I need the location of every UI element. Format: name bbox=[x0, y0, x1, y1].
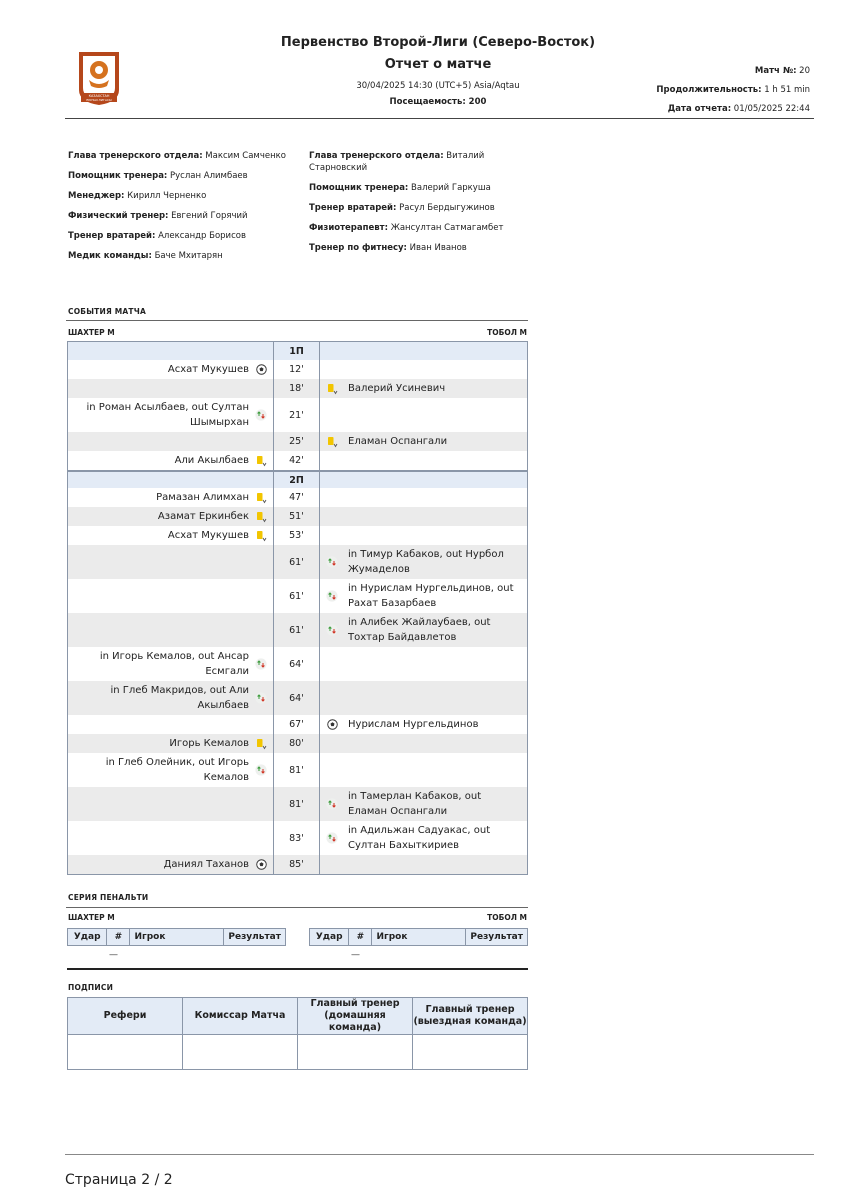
staff-entry bbox=[309, 222, 527, 234]
staff-role: Помощник тренера: bbox=[68, 171, 168, 181]
staff-name: Александр Борисов bbox=[158, 231, 246, 241]
event-minute: 47' bbox=[273, 488, 320, 507]
sig-away-coach-box bbox=[413, 1035, 528, 1070]
staff-role: Медик команды: bbox=[68, 251, 152, 261]
penalties-away-table bbox=[309, 928, 528, 946]
event-row bbox=[68, 451, 527, 470]
sig-referee: Рефери bbox=[68, 998, 183, 1035]
event-away-cell bbox=[320, 855, 527, 874]
event-text: Али Акылбаев bbox=[174, 455, 249, 466]
penalties-away-empty: — bbox=[351, 950, 360, 960]
signatures-table bbox=[67, 997, 528, 1070]
staff-role: Физиотерапевт: bbox=[309, 223, 388, 233]
staff-name: Максим Самченко bbox=[205, 151, 286, 161]
substitution-icon bbox=[255, 658, 267, 670]
period-away-cell bbox=[320, 342, 527, 360]
yellow-card-icon bbox=[326, 436, 338, 448]
event-row bbox=[68, 545, 527, 579]
pen-col-kick: Удар bbox=[68, 929, 107, 946]
staff-name: Иван Иванов bbox=[409, 243, 467, 253]
event-text: in Игорь Кемалов, out Ансар Есмгали bbox=[99, 651, 249, 677]
event-away-cell bbox=[320, 613, 527, 647]
event-text: Игорь Кемалов bbox=[169, 738, 249, 749]
penalties-section-title: СЕРИЯ ПЕНАЛЬТИ bbox=[68, 893, 149, 902]
event-text: Асхат Мукушев bbox=[167, 530, 249, 541]
event-away-cell bbox=[320, 734, 527, 753]
sig-referee-box bbox=[68, 1035, 183, 1070]
staff-name: Расул Бердыгужинов bbox=[399, 203, 495, 213]
period-away-cell bbox=[320, 472, 527, 488]
event-row bbox=[68, 488, 527, 507]
event-text: in Роман Асылбаев, out Султан Шымырхан bbox=[86, 402, 249, 428]
event-row bbox=[68, 398, 527, 432]
event-home-cell bbox=[68, 855, 273, 874]
event-text: in Нурислам Нургельдинов, out Рахат Базарбаев bbox=[348, 583, 514, 609]
event-row bbox=[68, 681, 527, 715]
event-minute: 42' bbox=[273, 451, 320, 470]
event-away-cell bbox=[320, 579, 527, 613]
period-header bbox=[68, 342, 527, 360]
event-row bbox=[68, 715, 527, 734]
event-row bbox=[68, 432, 527, 451]
event-home-cell bbox=[68, 787, 273, 821]
event-text: in Алибек Жайлаубаев, out Тохтар Байдавлетов bbox=[348, 617, 491, 643]
footer-divider bbox=[65, 1154, 814, 1155]
event-text: in Тамерлан Кабаков, out Еламан Оспангали bbox=[348, 791, 482, 817]
staff-role: Помощник тренера: bbox=[309, 183, 409, 193]
event-text: Валерий Усиневич bbox=[348, 383, 446, 394]
event-away-cell bbox=[320, 507, 527, 526]
staff-name: Евгений Горячий bbox=[171, 211, 248, 221]
period-header bbox=[68, 470, 527, 488]
event-away-cell bbox=[320, 681, 527, 715]
page-number: Страница 2 / 2 bbox=[65, 1172, 173, 1188]
event-minute: 25' bbox=[273, 432, 320, 451]
event-minute: 18' bbox=[273, 379, 320, 398]
sig-commissioner-box bbox=[183, 1035, 298, 1070]
event-text: Еламан Оспангали bbox=[348, 436, 448, 447]
sig-away-coach: Главный тренер (выездная команда) bbox=[413, 998, 528, 1035]
event-home-cell bbox=[68, 398, 273, 432]
match-number: Матч №: 20 bbox=[754, 66, 810, 76]
match-duration: Продолжительность: 1 h 51 min bbox=[656, 85, 810, 95]
event-row bbox=[68, 379, 527, 398]
substitution-icon bbox=[326, 556, 338, 568]
signatures-section-title: ПОДПИСИ bbox=[68, 983, 114, 992]
event-home-cell bbox=[68, 379, 273, 398]
event-row bbox=[68, 647, 527, 681]
sig-commissioner: Комиссар Матча bbox=[183, 998, 298, 1035]
period-home-cell bbox=[68, 472, 273, 488]
penalties-home-table bbox=[67, 928, 286, 946]
period-label: 1П bbox=[273, 342, 320, 360]
event-row bbox=[68, 734, 527, 753]
substitution-icon bbox=[326, 590, 338, 602]
events-home-team: ШАХТЕР М bbox=[68, 328, 115, 337]
staff-entry bbox=[309, 182, 527, 194]
event-home-cell bbox=[68, 613, 273, 647]
staff-entry bbox=[309, 202, 527, 214]
pen-col-number: # bbox=[107, 929, 130, 946]
staff-name: Виталий Старновский bbox=[309, 151, 485, 173]
yellow-card-icon bbox=[255, 738, 267, 750]
staff-entry bbox=[68, 250, 298, 262]
staff-role: Тренер по фитнесу: bbox=[309, 243, 407, 253]
substitution-icon bbox=[255, 692, 267, 704]
event-home-cell bbox=[68, 507, 273, 526]
event-away-cell bbox=[320, 488, 527, 507]
event-minute: 61' bbox=[273, 579, 320, 613]
attendance: Посещаемость: 200 bbox=[389, 97, 487, 107]
event-minute: 81' bbox=[273, 753, 320, 787]
staff-role: Глава тренерского отдела: bbox=[68, 151, 203, 161]
report-date: Дата отчета: 01/05/2025 22:44 bbox=[667, 104, 810, 114]
events-away-team: ТОБОЛ М bbox=[487, 328, 527, 337]
event-home-cell bbox=[68, 821, 273, 855]
penalties-divider bbox=[66, 907, 528, 908]
event-home-cell bbox=[68, 451, 273, 470]
event-text: Даниял Таханов bbox=[163, 859, 249, 870]
match-datetime: 30/04/2025 14:30 (UTC+5) Asia/Aqtau bbox=[356, 81, 520, 91]
staff-entry bbox=[68, 230, 298, 242]
event-home-cell bbox=[68, 734, 273, 753]
event-row bbox=[68, 753, 527, 787]
yellow-card-icon bbox=[326, 383, 338, 395]
event-row bbox=[68, 360, 527, 379]
event-away-cell bbox=[320, 715, 527, 734]
event-row bbox=[68, 507, 527, 526]
event-row bbox=[68, 855, 527, 874]
header-divider bbox=[65, 118, 814, 119]
event-text: Нурислам Нургельдинов bbox=[348, 719, 479, 730]
event-away-cell bbox=[320, 379, 527, 398]
staff-entry bbox=[309, 242, 527, 254]
event-home-cell bbox=[68, 488, 273, 507]
staff-name: Руслан Алимбаев bbox=[170, 171, 248, 181]
event-minute: 81' bbox=[273, 787, 320, 821]
event-home-cell bbox=[68, 360, 273, 379]
away-staff-list bbox=[309, 150, 527, 262]
event-minute: 83' bbox=[273, 821, 320, 855]
staff-entry bbox=[68, 210, 298, 222]
event-home-cell bbox=[68, 647, 273, 681]
event-text: Азамат Еркинбек bbox=[157, 511, 249, 522]
penalties-away-team: ТОБОЛ М bbox=[487, 913, 527, 922]
penalties-home-team: ШАХТЕР М bbox=[68, 913, 115, 922]
event-away-cell bbox=[320, 821, 527, 855]
staff-name: Баче Мхитарян bbox=[154, 251, 223, 261]
staff-role: Тренер вратарей: bbox=[309, 203, 397, 213]
substitution-icon bbox=[326, 624, 338, 636]
event-text: Рамазан Алимхан bbox=[156, 492, 249, 503]
event-home-cell bbox=[68, 681, 273, 715]
event-row bbox=[68, 579, 527, 613]
event-row bbox=[68, 821, 527, 855]
event-away-cell bbox=[320, 451, 527, 470]
event-minute: 64' bbox=[273, 681, 320, 715]
staff-role: Глава тренерского отдела: bbox=[309, 151, 444, 161]
staff-entry bbox=[68, 190, 298, 202]
event-away-cell bbox=[320, 526, 527, 545]
event-home-cell bbox=[68, 753, 273, 787]
events-divider bbox=[66, 320, 528, 321]
substitution-icon bbox=[255, 764, 267, 776]
event-home-cell bbox=[68, 432, 273, 451]
staff-entry bbox=[68, 170, 298, 182]
yellow-card-icon bbox=[255, 492, 267, 504]
staff-name: Кирилл Черненко bbox=[127, 191, 207, 201]
staff-role: Менеджер: bbox=[68, 191, 125, 201]
report-header bbox=[238, 34, 638, 108]
event-minute: 67' bbox=[273, 715, 320, 734]
event-minute: 61' bbox=[273, 613, 320, 647]
event-minute: 53' bbox=[273, 526, 320, 545]
league-title: Первенство Второй-Лиги (Северо-Восток) bbox=[280, 35, 596, 50]
event-text: Асхат Мукушев bbox=[167, 364, 249, 375]
svg-text:ЕКІНШІ ЛИГАСЫ: ЕКІНШІ ЛИГАСЫ bbox=[86, 98, 112, 102]
staff-name: Жансултан Сатмагамбет bbox=[390, 223, 504, 233]
event-away-cell bbox=[320, 432, 527, 451]
match-meta bbox=[656, 62, 810, 119]
home-staff-list bbox=[68, 150, 298, 270]
events-table bbox=[67, 341, 528, 875]
yellow-card-icon bbox=[255, 511, 267, 523]
penalties-end-divider bbox=[67, 968, 528, 970]
pen-col-kick: Удар bbox=[310, 929, 349, 946]
event-away-cell bbox=[320, 398, 527, 432]
event-away-cell bbox=[320, 647, 527, 681]
goal-ball-icon bbox=[255, 859, 267, 871]
staff-name: Валерий Гаркуша bbox=[411, 183, 491, 193]
event-home-cell bbox=[68, 545, 273, 579]
pen-col-result: Результат bbox=[224, 929, 286, 946]
event-away-cell bbox=[320, 787, 527, 821]
event-home-cell bbox=[68, 715, 273, 734]
period-home-cell bbox=[68, 342, 273, 360]
event-row bbox=[68, 787, 527, 821]
event-away-cell bbox=[320, 360, 527, 379]
event-minute: 51' bbox=[273, 507, 320, 526]
event-minute: 12' bbox=[273, 360, 320, 379]
substitution-icon bbox=[255, 409, 267, 421]
staff-role: Тренер вратарей: bbox=[68, 231, 156, 241]
pen-col-player: Игрок bbox=[130, 929, 224, 946]
report-title: Отчет о матче bbox=[384, 57, 492, 72]
penalties-home-empty: — bbox=[109, 950, 118, 960]
event-minute: 61' bbox=[273, 545, 320, 579]
yellow-card-icon bbox=[255, 455, 267, 467]
event-text: in Глеб Макридов, out Али Акылбаев bbox=[110, 685, 249, 711]
sig-home-coach: Главный тренер (домашняя команда) bbox=[298, 998, 413, 1035]
period-label: 2П bbox=[273, 472, 320, 488]
sig-home-coach-box bbox=[298, 1035, 413, 1070]
pen-col-number: # bbox=[349, 929, 372, 946]
event-away-cell bbox=[320, 545, 527, 579]
event-row bbox=[68, 526, 527, 545]
staff-entry bbox=[309, 150, 527, 174]
league-logo bbox=[75, 50, 123, 106]
event-minute: 64' bbox=[273, 647, 320, 681]
substitution-icon bbox=[326, 798, 338, 810]
staff-entry bbox=[68, 150, 298, 162]
event-minute: 85' bbox=[273, 855, 320, 874]
pen-col-result: Результат bbox=[466, 929, 528, 946]
substitution-icon bbox=[326, 832, 338, 844]
event-row bbox=[68, 613, 527, 647]
yellow-card-icon bbox=[255, 530, 267, 542]
event-text: in Глеб Олейник, out Игорь Кемалов bbox=[105, 757, 249, 783]
goal-ball-icon bbox=[255, 364, 267, 376]
event-minute: 80' bbox=[273, 734, 320, 753]
pen-col-player: Игрок bbox=[372, 929, 466, 946]
event-home-cell bbox=[68, 526, 273, 545]
event-home-cell bbox=[68, 579, 273, 613]
event-text: in Адильжан Садуакас, out Султан Бахыткириев bbox=[348, 825, 491, 851]
events-section-title: СОБЫТИЯ МАТЧА bbox=[68, 307, 146, 316]
staff-role: Физический тренер: bbox=[68, 211, 169, 221]
svg-text:КАЗАХСТАН: КАЗАХСТАН bbox=[88, 94, 110, 98]
event-away-cell bbox=[320, 753, 527, 787]
event-minute: 21' bbox=[273, 398, 320, 432]
goal-ball-icon bbox=[326, 719, 338, 731]
event-text: in Тимур Кабаков, out Нурбол Жумаделов bbox=[348, 549, 504, 575]
